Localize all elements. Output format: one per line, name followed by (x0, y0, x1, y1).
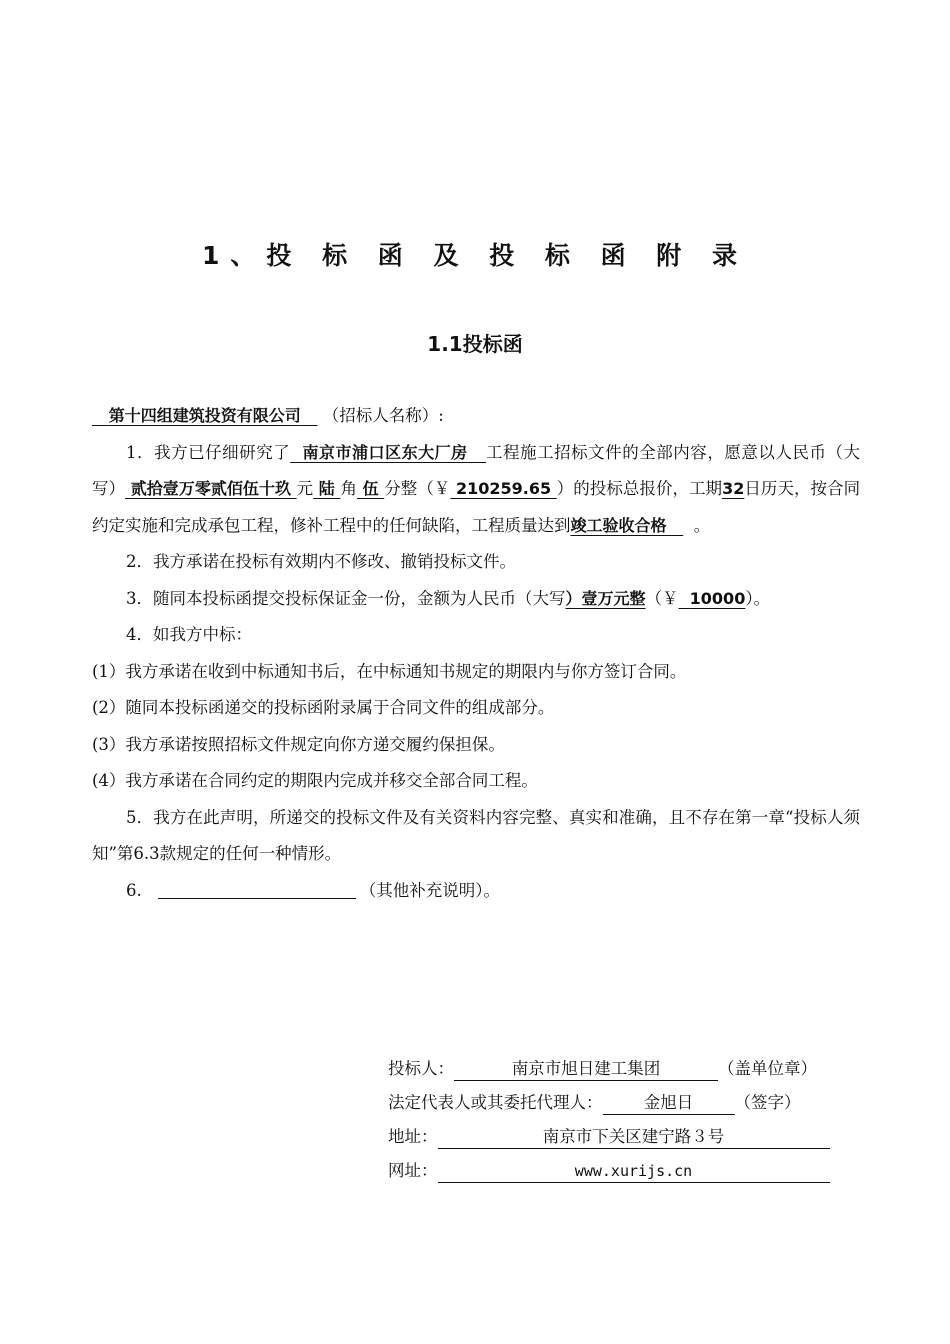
clause-6-number: 6. (126, 880, 142, 900)
recipient-name: 第十四组建筑投资有限公司 (108, 406, 301, 425)
clause-3-text: 3．随同本投标函提交投标保证金一份，金额为人民币（大写 (126, 588, 566, 608)
clause-1-text: 日历天，按合同约定实施和完成承包工程，修补工程中的任何缺陷，工程质量达到 (92, 479, 861, 535)
clause-1-text: ）的投标总报价，工期 (556, 479, 723, 498)
sub-clause-4: (4）我方承诺在合同约定的期限内完成并移交全部合同工程。 (92, 771, 538, 790)
website-value: www.xurijs.cn (438, 1160, 830, 1183)
jiao-value: 陆 (318, 479, 335, 498)
clause-3-text: （￥ (645, 588, 679, 608)
clause-6 (92, 873, 860, 910)
representative-row (388, 1086, 840, 1120)
quality-standard: 竣工验收合格 (570, 515, 667, 535)
letter-body (92, 398, 860, 909)
clause-5: 5．我方在此声明，所递交的投标文件及有关资料内容完整、真实和准确，且不存在第一章“投标人须知”第6.3款规定的任何一种情形。 (92, 807, 860, 863)
deposit-number: 10000 (689, 588, 746, 608)
sub-clause-1: (1）我方承诺在收到中标通知书后，在中标通知书规定的期限内与你方签订合同。 (92, 661, 687, 681)
clause-1-text: 工程施工招标文件的全部内容，愿意以人民币（大写） (92, 442, 861, 498)
website-label: 网址： (388, 1161, 438, 1180)
clause-1-text: 分整（￥ (384, 479, 451, 498)
bidder-seal-note: （盖单位章） (718, 1059, 817, 1078)
recipient-line (92, 398, 860, 435)
clause-3 (92, 581, 860, 618)
representative-label: 法定代表人或其委托代理人： (388, 1093, 603, 1112)
unit-jiao: 角 (340, 479, 357, 498)
signature-block (388, 1052, 840, 1188)
deposit-words: ）壹万元整 (565, 588, 646, 608)
bidder-name: 南京市旭日建工集团 (454, 1058, 718, 1081)
clause-4: 4．如我方中标： (126, 625, 252, 644)
clause-6-suffix: （其他补充说明）。 (359, 880, 500, 900)
clause-1-end: 。 (693, 515, 711, 535)
page-title: 1、投 标 函 及 投 标 函 附 录 (201, 241, 749, 270)
clause-3-end: ）。 (745, 588, 771, 608)
sub-clause-2: (2）随同本投标函递交的投标函附录属于合同文件的组成部分。 (92, 698, 555, 717)
amount-words: 贰拾壹万零贰佰伍十玖 (130, 479, 292, 498)
fen-value: 伍 (362, 479, 379, 498)
bidder-row (388, 1052, 840, 1086)
amount-number: 210259.65 (456, 479, 552, 498)
address-value: 南京市下关区建宁路３号 (438, 1126, 830, 1149)
bidder-label: 投标人： (388, 1059, 454, 1078)
section-title: 1.1投标函 (427, 332, 523, 356)
recipient-suffix: （招标人名称）: (322, 406, 444, 425)
clause-2: 2．我方承诺在投标有效期内不修改、撤销投标文件。 (126, 552, 516, 571)
representative-name: 金旭日 (603, 1092, 735, 1115)
clause-1-text: 1．我方已仔细研究了 (126, 442, 291, 462)
supplement-blank (158, 878, 356, 899)
duration-days: 32 (722, 479, 745, 498)
website-row (388, 1154, 840, 1188)
representative-sign-note: （签字） (734, 1093, 801, 1112)
address-row (388, 1120, 840, 1154)
address-label: 地址： (388, 1127, 438, 1146)
clause-1 (92, 435, 860, 545)
unit-yuan: 元 (296, 479, 314, 498)
project-name: 南京市浦口区东大厂房 (302, 442, 468, 462)
sub-clause-3: (3）我方承诺按照招标文件规定向你方递交履约保担保。 (92, 734, 505, 754)
